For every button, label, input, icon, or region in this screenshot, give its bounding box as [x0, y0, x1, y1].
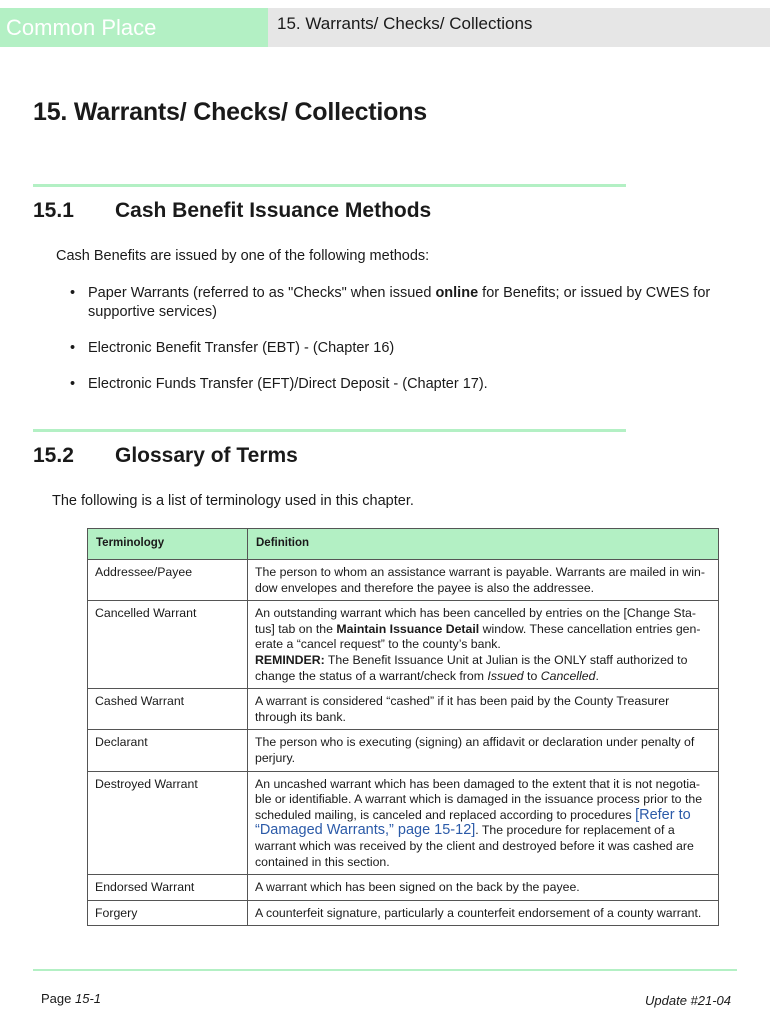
column-header-terminology: Terminology: [88, 529, 248, 560]
section-number: 15.1: [33, 199, 74, 222]
damaged-warrants-link[interactable]: [Refer to “Damaged Warrants,” page 15-12]: [255, 806, 691, 839]
definition-cell: An uncashed warrant which has been damaged to the extent that it is not negotia-ble or identifiable. A warrant which is damaged in the issuance process prior to the scheduled mailing, is canceled and replaced according to procedures [Refer to “Damaged Warrants,” page 15-12]. The procedure for replacement of a warrant which was received by the client and destroyed before it was cashed are contained in this section.: [248, 771, 719, 875]
column-header-definition: Definition: [248, 529, 719, 560]
table-row: [88, 900, 719, 926]
section-heading-15-2: [33, 444, 298, 468]
term-cell: Declarant: [88, 730, 248, 771]
footer-page-number: Page 15-1: [41, 991, 102, 1006]
page-title: 15. Warrants/ Checks/ Collections: [33, 98, 427, 126]
footer-divider: [33, 969, 737, 971]
table-header-row: [88, 529, 719, 560]
list-item: • Electronic Funds Transfer (EFT)/Direct Deposit - (Chapter 17).: [70, 375, 740, 394]
table-row: [88, 771, 719, 875]
section-heading-15-1: [33, 199, 431, 223]
list-item: • Paper Warrants (referred to as "Checks" when issued online for Benefits; or issued by CWES for supportive services): [70, 284, 740, 322]
table-row: [88, 601, 719, 689]
table-row: [88, 689, 719, 730]
term-cell: Forgery: [88, 900, 248, 926]
definition-cell: The person who is executing (signing) an affidavit or declaration under penalty of perjury.: [248, 730, 719, 771]
list-item: • Electronic Benefit Transfer (EBT) - (Chapter 16): [70, 339, 740, 358]
definition-cell: A warrant is considered “cashed” if it has been paid by the County Treasurer through its bank.: [248, 689, 719, 730]
footer-update-label: Update #21-04: [645, 993, 732, 1008]
term-cell: Cashed Warrant: [88, 689, 248, 730]
term-cell: Cancelled Warrant: [88, 601, 248, 689]
section-number: 15.2: [33, 444, 74, 467]
table-row: [88, 560, 719, 601]
glossary-table: [87, 528, 719, 926]
section-title: Glossary of Terms: [115, 444, 298, 467]
definition-cell: The person to whom an assistance warrant is payable. Warrants are mailed in win-dow envelopes and therefore the payee is also the addressee.: [248, 560, 719, 601]
header-app-title: Common Place: [0, 8, 268, 47]
term-cell: Destroyed Warrant: [88, 771, 248, 875]
section-intro: The following is a list of terminology used in this chapter.: [52, 493, 414, 509]
definition-cell: A counterfeit signature, particularly a counterfeit endorsement of a county warrant.: [248, 900, 719, 926]
section-divider: [33, 429, 626, 432]
definition-cell: A warrant which has been signed on the back by the payee.: [248, 875, 719, 901]
definition-cell: An outstanding warrant which has been cancelled by entries on the [Change Sta-tus] tab on the Maintain Issuance Detail window. These cancellation entries gen-erate a “cancel request” to the county’s bank. REMINDER: The Benefit Issuance Unit at Julian is the ONLY staff authorized to change the status of a warrant/check from Issued to Cancelled.: [248, 601, 719, 689]
header-chapter-title: 15. Warrants/ Checks/ Collections: [268, 8, 770, 47]
section-title: Cash Benefit Issuance Methods: [115, 199, 432, 222]
methods-list: [70, 284, 740, 394]
term-cell: Endorsed Warrant: [88, 875, 248, 901]
section-intro: Cash Benefits are issued by one of the following methods:: [56, 248, 430, 264]
table-row: [88, 730, 719, 771]
table-row: [88, 875, 719, 901]
term-cell: Addressee/Payee: [88, 560, 248, 601]
section-divider: [33, 184, 626, 187]
